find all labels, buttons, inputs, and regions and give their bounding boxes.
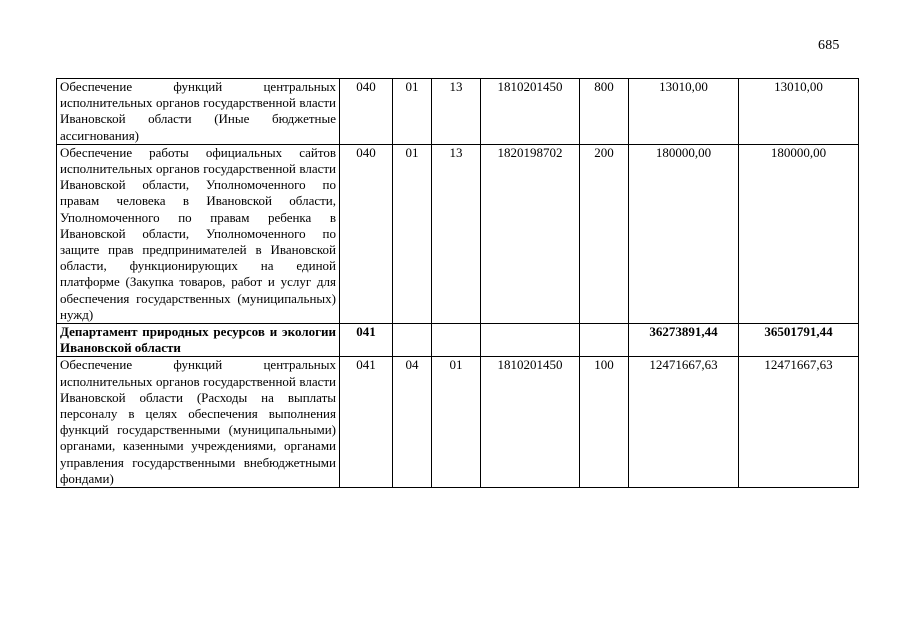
target-article-code: 1820198702 — [481, 144, 580, 323]
expense-kind-code: 200 — [580, 144, 629, 323]
amount-year-2: 180000,00 — [739, 144, 859, 323]
amount-year-1: 36273891,44 — [629, 324, 739, 357]
amount-year-1: 12471667,63 — [629, 357, 739, 488]
expense-kind-code: 800 — [580, 79, 629, 145]
section-code: 01 — [393, 144, 432, 323]
amount-year-1: 13010,00 — [629, 79, 739, 145]
amount-year-1: 180000,00 — [629, 144, 739, 323]
table-row — [57, 144, 859, 323]
budget-table — [56, 78, 859, 488]
subsection-code — [432, 324, 481, 357]
expense-kind-code — [580, 324, 629, 357]
section-code: 01 — [393, 79, 432, 145]
budget-item-name: Обеспечение работы официальных сайтов исполнительных органов государственной власти Ивановской области, Уполномоченного по правам человека в Ивановской области, Уполномоченного по правам ребенка в Ивановской области, Уполномоченного по защите прав предпринимателей в Ивановской области, функционирующих на единой платформе (Закупка товаров, работ и услуг для обеспечения государственных (муниципальных) нужд) — [57, 144, 340, 323]
target-article-code — [481, 324, 580, 357]
table-body — [57, 79, 859, 488]
section-code: 04 — [393, 357, 432, 488]
ministry-code: 040 — [340, 144, 393, 323]
budget-item-name: Обеспечение функций центральных исполнительных органов государственной власти Ивановской области (Расходы на выплаты персоналу в целях обеспечения выполнения функций государственными (муниципальными) органами, казенными учреждениями, органами управления государственными внебюджетными фондами) — [57, 357, 340, 488]
target-article-code: 1810201450 — [481, 79, 580, 145]
table-row — [57, 79, 859, 145]
subsection-code: 13 — [432, 144, 481, 323]
table-row — [57, 324, 859, 357]
subsection-code: 13 — [432, 79, 481, 145]
expense-kind-code: 100 — [580, 357, 629, 488]
amount-year-2: 13010,00 — [739, 79, 859, 145]
section-code — [393, 324, 432, 357]
amount-year-2: 36501791,44 — [739, 324, 859, 357]
budget-item-name: Департамент природных ресурсов и экологии Ивановской области — [57, 324, 340, 357]
table-row — [57, 357, 859, 488]
budget-item-name: Обеспечение функций центральных исполнительных органов государственной власти Ивановской области (Иные бюджетные ассигнования) — [57, 79, 340, 145]
amount-year-2: 12471667,63 — [739, 357, 859, 488]
ministry-code: 041 — [340, 324, 393, 357]
page-number: 685 — [818, 38, 840, 53]
ministry-code: 040 — [340, 79, 393, 145]
target-article-code: 1810201450 — [481, 357, 580, 488]
ministry-code: 041 — [340, 357, 393, 488]
subsection-code: 01 — [432, 357, 481, 488]
